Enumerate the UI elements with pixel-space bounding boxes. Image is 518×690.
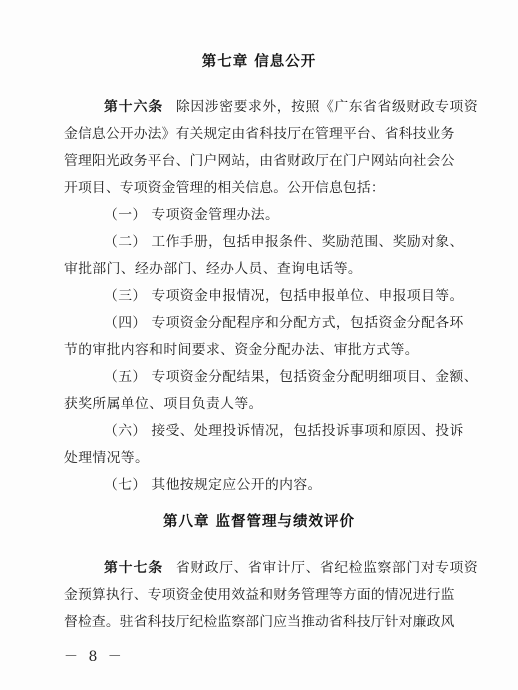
list-item-2-line-2 <box>0 256 518 282</box>
list-item-6-line-2 <box>0 445 518 471</box>
list-item-6-text-1: （六） 接受、处理投诉情况，包括投诉事项和原因、投诉 <box>104 423 464 439</box>
article-16-line-1 <box>0 94 518 120</box>
article-16-text-1: 除因涉密要求外，按照《广东省省级财政专项资 <box>176 99 479 115</box>
list-item-4-text-1: （四） 专项资金分配程序和分配方式，包括资金分配各环 <box>104 315 464 331</box>
page-number: － 8 － <box>64 649 125 665</box>
chapter-7-title: 第七章 信息公开 <box>201 54 317 70</box>
list-item-1-text: （一） 专项资金管理办法。 <box>104 207 280 223</box>
list-item-5-line-2 <box>0 391 518 417</box>
article-16-text-4: 开项目、专项资金管理的相关信息。公开信息包括： <box>64 180 385 196</box>
article-17-line-2 <box>0 582 518 608</box>
chapter-8-title: 第八章 监督管理与绩效评价 <box>162 514 356 530</box>
article-17-text-3: 督检查。驻省科技厅纪检监察部门应当推动省科技厅针对廉政风 <box>64 614 455 630</box>
list-item-2-text-2: 审批部门、经办部门、经办人员、查询电话等。 <box>64 261 363 277</box>
list-item-7 <box>0 472 518 498</box>
list-item-4-line-1 <box>0 310 518 336</box>
list-item-3 <box>0 283 518 309</box>
article-17-line-3 <box>0 609 518 635</box>
article-17-text-2: 金预算执行、专项资金使用效益和财务管理等方面的情况进行监 <box>64 587 455 603</box>
list-item-4-text-2: 节的审批内容和时间要求、资金分配办法、审批方式等。 <box>64 342 419 358</box>
list-item-5-line-1 <box>0 364 518 390</box>
list-item-2-text-1: （二） 工作手册，包括申报条件、奖励范围、奖励对象、 <box>104 234 464 250</box>
article-16-line-3 <box>0 148 518 174</box>
list-item-7-text: （七） 其他按规定应公开的内容。 <box>104 477 322 493</box>
list-item-5-text-2: 获奖所属单位、项目负责人等。 <box>64 396 263 412</box>
list-item-4-line-2 <box>0 337 518 363</box>
list-item-3-text: （三） 专项资金申报情况，包括申报单位、申报项目等。 <box>104 288 464 304</box>
article-16-line-4 <box>0 175 518 201</box>
list-item-5-text-1: （五） 专项资金分配结果，包括资金分配明细项目、金额、 <box>104 369 478 385</box>
list-item-6-text-2: 处理情况等。 <box>64 450 150 466</box>
article-17-text-1: 省财政厅、省审计厅、省纪检监察部门对专项资 <box>176 560 479 576</box>
article-16-label: 第十六条 <box>104 99 164 115</box>
article-17-line-1 <box>0 555 518 581</box>
article-16-text-2: 金信息公开办法》有关规定由省科技厅在管理平台、省科技业务 <box>64 126 455 142</box>
list-item-2-line-1 <box>0 229 518 255</box>
list-item-1 <box>0 202 518 228</box>
article-17-label: 第十七条 <box>104 560 164 576</box>
list-item-6-line-1 <box>0 418 518 444</box>
article-16-text-3: 管理阳光政务平台、门户网站，由省财政厅在门户网站向社会公 <box>64 153 455 169</box>
article-16-line-2 <box>0 121 518 147</box>
